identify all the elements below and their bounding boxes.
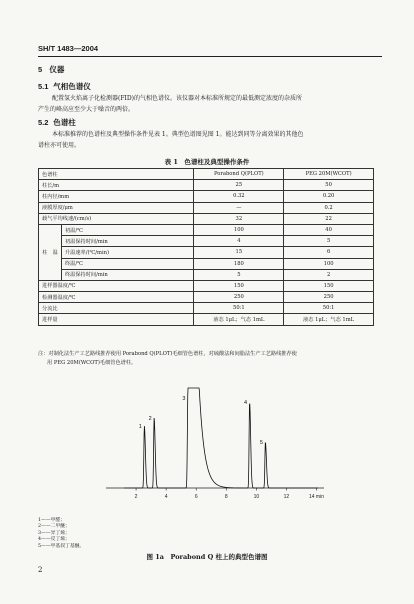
x-tick-label: 12 <box>283 494 290 500</box>
subsection-5-2-heading <box>38 117 76 128</box>
table-value-cell: 50:1 <box>194 303 284 314</box>
legend-item: 3——异丁烯； <box>38 530 70 536</box>
table-param-cell: 升温速率/(℃/min) <box>61 247 194 258</box>
table-value-cell: 40 <box>284 224 374 235</box>
table-head-cell: Porabond Q(PLOT) <box>194 169 284 180</box>
table-param-cell: 柱内径/mm <box>39 191 194 202</box>
table-value-cell: 4 <box>194 236 284 247</box>
peak-label: 4 <box>244 400 248 406</box>
table-1-caption: 表 1 色谱柱及典型操作条件 <box>164 158 250 166</box>
table-row <box>39 191 374 202</box>
table-param-cell: 检测器温度/℃ <box>39 292 194 303</box>
table-1-note-line1: 注：对制化法生产工艺路线推荐使用 Porabond Q(PLOT)毛细管色谱柱，对硫酸法和间脂法生产工艺路线推荐使 <box>38 351 297 357</box>
table-value-cell: 150 <box>284 280 374 291</box>
table-param-cell: 分流比 <box>39 303 194 314</box>
legend-item: 4——反丁烯； <box>38 537 70 543</box>
subsection-5-1-line1: 配置氢火焰离子化检测器(FID)的气相色谱仪。该仪器对本标准所规定的最低测定浓度的杂质所 <box>52 95 303 102</box>
chromatogram-legend <box>38 518 84 550</box>
figure-1a-caption: 图 1a Porabond Q 柱上的典型色谱图 <box>146 553 268 561</box>
table-param-cell: 终温/℃ <box>61 258 194 269</box>
table-value-cell: 22 <box>284 213 374 224</box>
table-row <box>39 280 374 291</box>
table-value-cell: 32 <box>194 213 284 224</box>
page-number: 2 <box>38 566 43 574</box>
subsection-5-2-title: 色谱柱 <box>53 118 76 127</box>
table-param-cell: 载气平均线速/(cm/s) <box>39 213 194 224</box>
header-code: SH/T 1483—2004 <box>38 44 99 53</box>
section-5-heading <box>38 64 64 75</box>
table-value-cell: 5 <box>194 269 284 280</box>
x-tick-label: 4 <box>164 494 168 500</box>
header-rule <box>38 56 382 57</box>
x-tick-label: 6 <box>194 494 198 500</box>
table-param-cell: 终温保持时间/min <box>61 269 194 280</box>
table-value-cell: 250 <box>284 292 374 303</box>
legend-item: 1——甲醛； <box>38 518 66 523</box>
peak-label: 2 <box>148 416 152 422</box>
table-row <box>39 314 374 325</box>
table-value-cell: 100 <box>194 224 284 235</box>
subsection-5-1-title: 气相色谱仪 <box>53 82 91 91</box>
table-value-cell: 液态 1μL；气态 1mL <box>284 314 374 325</box>
chromatogram-peaks <box>124 388 318 488</box>
table-value-cell: 6 <box>284 247 374 258</box>
table-value-cell: — <box>194 202 284 213</box>
subsection-5-1-heading <box>38 81 91 92</box>
table-row <box>39 213 374 224</box>
table-head-cell: PEG 20M(WCOT) <box>284 169 374 180</box>
table-row <box>39 236 374 247</box>
table-value-cell: 5 <box>284 236 374 247</box>
table-row <box>39 292 374 303</box>
x-tick-label: 10 <box>253 494 260 500</box>
table-row <box>39 247 374 258</box>
subsection-5-2-line1: 本标准推荐的色谱柱及典型操作条件见表 1。典型色谱图见图 1。能达到同等分离效果的其他色 <box>52 131 304 138</box>
oven-temp-label: 柱 温 <box>39 224 62 280</box>
x-tick-label: 8 <box>224 494 228 500</box>
table-value-cell: 0.2 <box>284 202 374 213</box>
table-value-cell: 150 <box>194 280 284 291</box>
table-value-cell: 50:1 <box>284 303 374 314</box>
table-value-cell: 50 <box>284 180 374 191</box>
subsection-5-2-num: 5.2 <box>38 118 49 127</box>
peak-label: 3 <box>182 396 186 402</box>
x-tick-label: 14 min <box>308 494 324 500</box>
table-value-cell: 25 <box>194 180 284 191</box>
table-1-note-line2: 用 PEG 20M(WCOT)毛细管色谱柱。 <box>47 360 137 366</box>
table-row <box>39 180 374 191</box>
table-value-cell: 15 <box>194 247 284 258</box>
table-value-cell: 180 <box>194 258 284 269</box>
legend-item: 5——甲基叔丁基醚。 <box>38 543 85 549</box>
table-param-cell: 进样器温度/℃ <box>39 280 194 291</box>
table-row <box>39 224 374 235</box>
table-value-cell: 250 <box>194 292 284 303</box>
table-1 <box>38 168 374 326</box>
subsection-5-1-line2: 产生的峰高应至少大于噪音的两倍。 <box>38 106 135 113</box>
table-param-cell: 进样量 <box>39 314 194 325</box>
table-param-cell: 柱长/m <box>39 180 194 191</box>
table-1-note <box>38 350 378 368</box>
table-value-cell: 100 <box>284 258 374 269</box>
table-param-cell: 初温/℃ <box>61 224 194 235</box>
table-value-cell: 0.20 <box>284 191 374 202</box>
subsection-5-2-line2: 谱柱亦可使用。 <box>38 142 81 149</box>
table-value-cell: 2 <box>284 269 374 280</box>
table-row <box>39 303 374 314</box>
table-value-cell: 0.32 <box>194 191 284 202</box>
legend-item: 2——二甲醚； <box>38 524 70 530</box>
x-tick-label: 2 <box>134 494 138 500</box>
section-5-num: 5 <box>38 65 43 74</box>
chromatogram <box>96 376 336 516</box>
table-param-cell: 液膜厚度/μm <box>39 202 194 213</box>
table-param-cell: 初温保持时间/min <box>61 236 194 247</box>
chromatogram-peak-labels <box>139 396 263 446</box>
table-value-cell: 液态 1μL；气态 1mL <box>194 314 284 325</box>
peak-label: 5 <box>259 440 263 446</box>
subsection-5-1-num: 5.1 <box>38 82 49 91</box>
table-header-row <box>39 169 374 180</box>
table-row <box>39 269 374 280</box>
table-row <box>39 258 374 269</box>
table-row <box>39 202 374 213</box>
chromatogram-trace <box>124 388 318 488</box>
peak-label: 1 <box>138 424 142 430</box>
section-5-title: 仪器 <box>49 65 65 74</box>
table-head-cell: 色谱柱 <box>39 169 194 180</box>
chromatogram-x-axis <box>106 488 324 500</box>
